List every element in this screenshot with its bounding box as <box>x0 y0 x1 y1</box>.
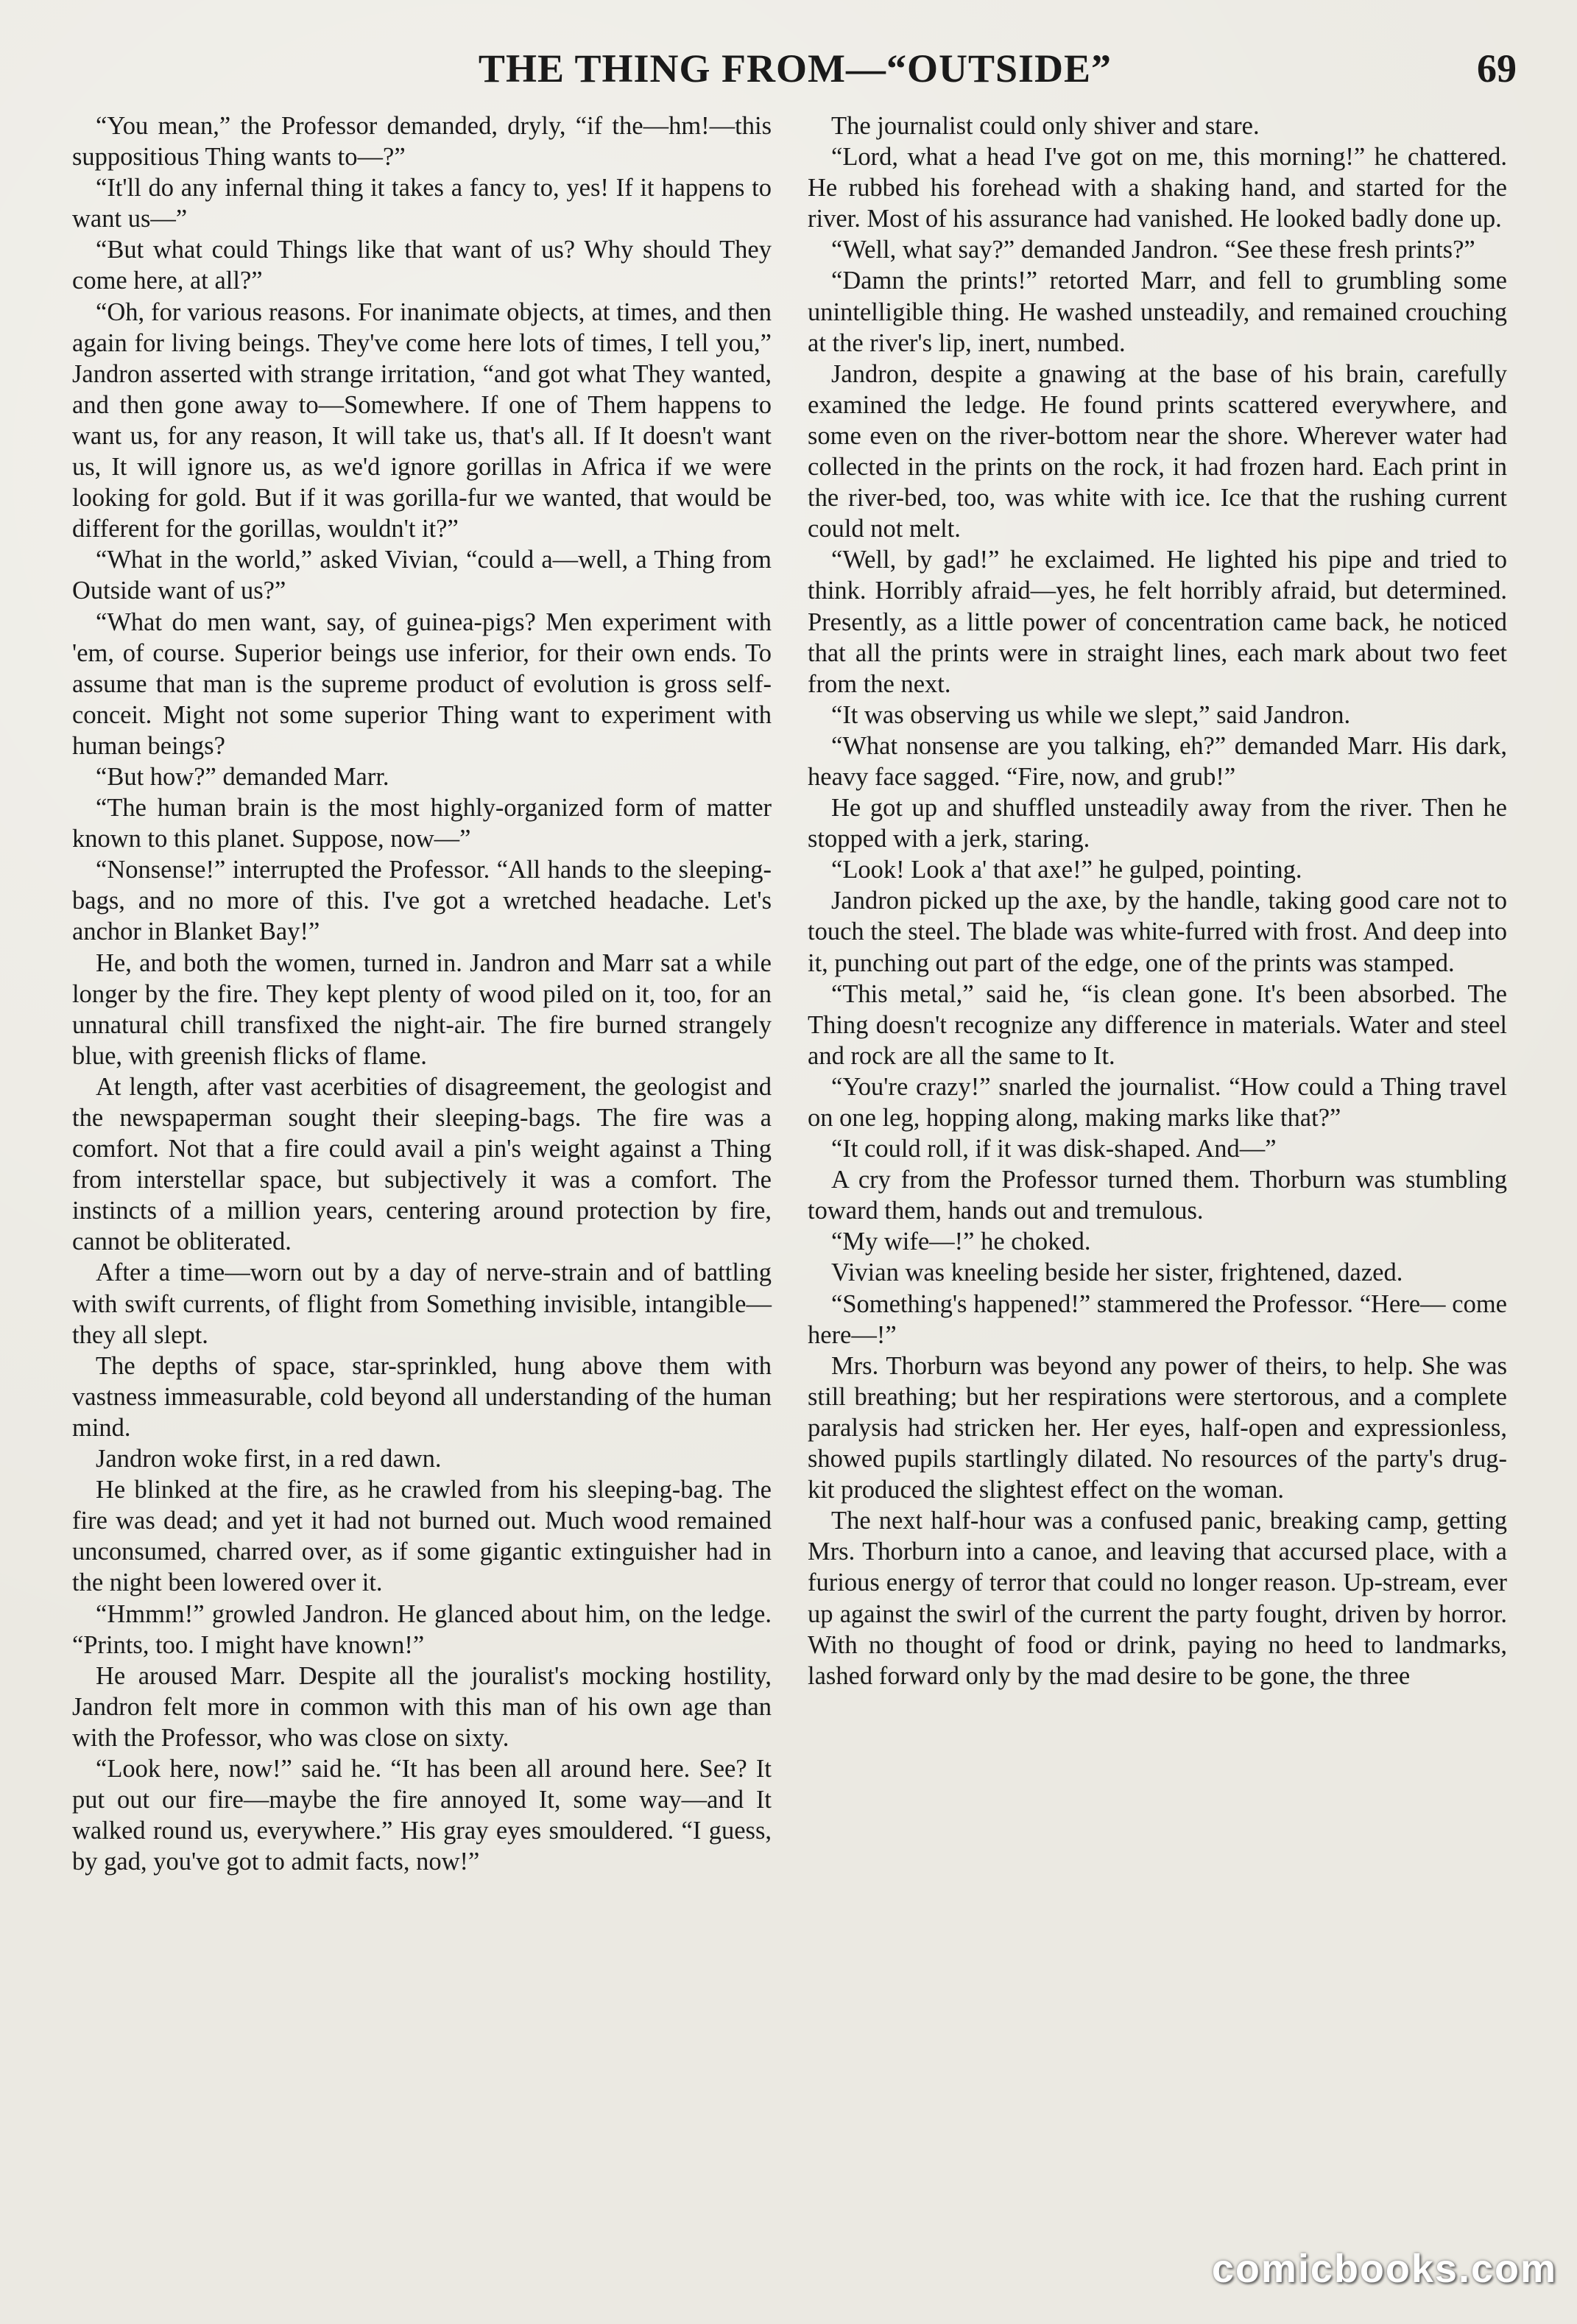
right-column <box>808 110 1507 1691</box>
paragraph: Vivian was kneeling beside her sister, frightened, dazed. <box>831 1258 1403 1287</box>
paragraph: The journalist could only shiver and stare. <box>831 112 1260 140</box>
paragraph: “It could roll, if it was disk-shaped. And—” <box>831 1135 1277 1163</box>
paragraph: “This metal,” said he, “is clean gone. It's been absorbed. The Thing doesn't recognize any difference in materials. Water and steel and rock are all the same to It. <box>808 979 1507 1070</box>
paragraph: “Nonsense!” interrupted the Professor. “All hands to the sleeping-bags, and no more of this. I've got a wretched headache. Let's anchor in Blanket Bay!” <box>72 856 772 946</box>
paragraph: “Oh, for various reasons. For inanimate objects, at times, and then again for living beings. They've come here lots of times, I tell you,” Jandron asserted with strange irritation, “and got what They wanted, and then gone away to—Somewhere. If one of Them happens to want us, for any reason, It will take us, that's all. If It doesn't want us, It will ignore us, as we'd ignore gorillas in Africa if we were looking for gold. But if it was gorilla-fur we wanted, that would be different for the gorillas, wouldn't it?” <box>72 297 772 543</box>
paragraph: The next half-hour was a confused panic, breaking camp, getting Mrs. Thorburn into a canoe, and leaving that accursed place, with a furious energy of terror that could no longer reason. Up-stream, ever up against the swirl of the current the party fought, driven by horror. With no thought of food or drink, paying no heed to landmarks, lashed forward only by the mad desire to be gone, the three <box>808 1507 1507 1690</box>
paragraph: A cry from the Professor turned them. Thorburn was stumbling toward them, hands out and tremulous. <box>808 1166 1507 1225</box>
paragraph: Mrs. Thorburn was beyond any power of theirs, to help. She was still breathing; but her respirations were stertorous, and a complete paralysis had stricken her. Her eyes, half-open and expressionless, showed pupils startlingly dilated. No resources of the party's drug-kit produced the slightest effect on the woman. <box>808 1351 1507 1504</box>
paragraph: He, and both the women, turned in. Jandron and Marr sat a while longer by the fire. They kept plenty of wood piled on it, too, for an unnatural chill transfixed the night-air. The fire burned strangely blue, with greenish flicks of flame. <box>72 948 772 1070</box>
paragraph: “What do men want, say, of guinea-pigs? Men experiment with 'em, of course. Superior beings use inferior, for their own ends. To assume that man is the supreme product of evolution is gross self-conceit. Might not some superior Thing want to experiment with human beings? <box>72 608 772 760</box>
paragraph: “What nonsense are you talking, eh?” demanded Marr. His dark, heavy face sagged. “Fire, now, and grub!” <box>808 731 1507 791</box>
paragraph: “Hmmm!” growled Jandron. He glanced about him, on the ledge. “Prints, too. I might have known!” <box>72 1599 772 1659</box>
paragraph: He aroused Marr. Despite all the jouralist's mocking hostility, Jandron felt more in common with this man of his own age than with the Professor, who was close on sixty. <box>72 1661 772 1752</box>
paragraph: He got up and shuffled unsteadily away from the river. Then he stopped with a jerk, staring. <box>808 794 1507 853</box>
paragraph: Jandron, despite a gnawing at the base of his brain, carefully examined the ledge. He found prints scattered everywhere, and some even on the river-bottom near the shore. Wherever water had collected in the prints on the rock, it had frozen hard. Each print in the river-bed, too, was white with ice. Ice that the rushing current could not melt. <box>808 359 1507 543</box>
paragraph: “Lord, what a head I've got on me, this morning!” he chattered. He rubbed his forehead with a shaking hand, and started for the river. Most of his assurance had vanished. He looked badly done up. <box>808 143 1507 233</box>
paragraph: “But how?” demanded Marr. <box>96 762 389 791</box>
paragraph: “It'll do any infernal thing it takes a fancy to, yes! If it happens to want us—” <box>72 174 772 233</box>
paragraph: “Look here, now!” said he. “It has been all around here. See? It put out our fire—maybe the fire annoyed It, some way—and It walked round us, everywhere.” His gray eyes smouldered. “I guess, by gad, you've got to admit facts, now!” <box>72 1754 772 1876</box>
paragraph: At length, after vast acerbities of disagreement, the geologist and the newspaperman sought their sleeping-bags. The fire was a comfort. Not that a fire could avail a pin's weight against a Thing from interstellar space, but subjectively it was a comfort. The instincts of a million years, centering around protection by fire, cannot be obliterated. <box>72 1072 772 1256</box>
paragraph: “Well, by gad!” he exclaimed. He lighted his pipe and tried to think. Horribly afraid—yes, he felt horribly afraid, but determined. Presently, as a little power of concentration came back, he noticed that all the prints were in straight lines, each mark about two feet from the next. <box>808 546 1507 698</box>
paragraph: Jandron woke first, in a red dawn. <box>96 1445 442 1473</box>
paragraph: “My wife—!” he choked. <box>831 1228 1091 1256</box>
paragraph: Jandron picked up the axe, by the handle, taking good care not to touch the steel. The blade was white-furred with frost. And deep into it, punching out part of the edge, one of the prints was stamped. <box>808 887 1507 977</box>
paragraph: “The human brain is the most highly-organized form of matter known to this planet. Suppose, now—” <box>72 794 772 853</box>
running-title: THE THING FROM—“OUTSIDE” <box>478 46 1112 91</box>
paragraph: “But what could Things like that want of us? Why should They come here, at all?” <box>72 236 772 295</box>
paragraph: He blinked at the fire, as he crawled from his sleeping-bag. The fire was dead; and yet it had not burned out. Much wood remained unconsumed, charred over, as if some gigantic extinguisher had in the night been lowered over it. <box>72 1476 772 1597</box>
paragraph: “You're crazy!” snarled the journalist. “How could a Thing travel on one leg, hopping along, making marks like that?” <box>808 1072 1507 1132</box>
paragraph: “It was observing us while we slept,” said Jandron. <box>831 700 1351 729</box>
paragraph: After a time—worn out by a day of nerve-strain and of battling with swift currents, of flight from Something invisible, intangible—they all slept. <box>72 1258 772 1349</box>
left-column <box>72 110 772 1877</box>
paragraph: The depths of space, star-sprinkled, hung above them with vastness immeasurable, cold beyond all understanding of the human mind. <box>72 1351 772 1442</box>
page-header <box>0 46 1577 105</box>
paragraph: “Look! Look a' that axe!” he gulped, pointing. <box>831 856 1302 884</box>
paragraph: “What in the world,” asked Vivian, “could a—well, a Thing from Outside want of us?” <box>72 546 772 605</box>
page-number: 69 <box>1477 46 1517 91</box>
paragraph: “Something's happened!” stammered the Professor. “Here— come here—!” <box>808 1289 1507 1349</box>
paragraph: “Well, what say?” demanded Jandron. “See these fresh prints?” <box>831 236 1475 264</box>
paragraph: “Damn the prints!” retorted Marr, and fell to grumbling some unintelligible thing. He washed unsteadily, and remained crouching at the river's lip, inert, numbed. <box>808 267 1507 357</box>
watermark-logo: comicbooks.com <box>1211 2247 1557 2291</box>
paragraph: “You mean,” the Professor demanded, dryly, “if the—hm!—this suppositious Thing wants to—?” <box>72 112 772 172</box>
